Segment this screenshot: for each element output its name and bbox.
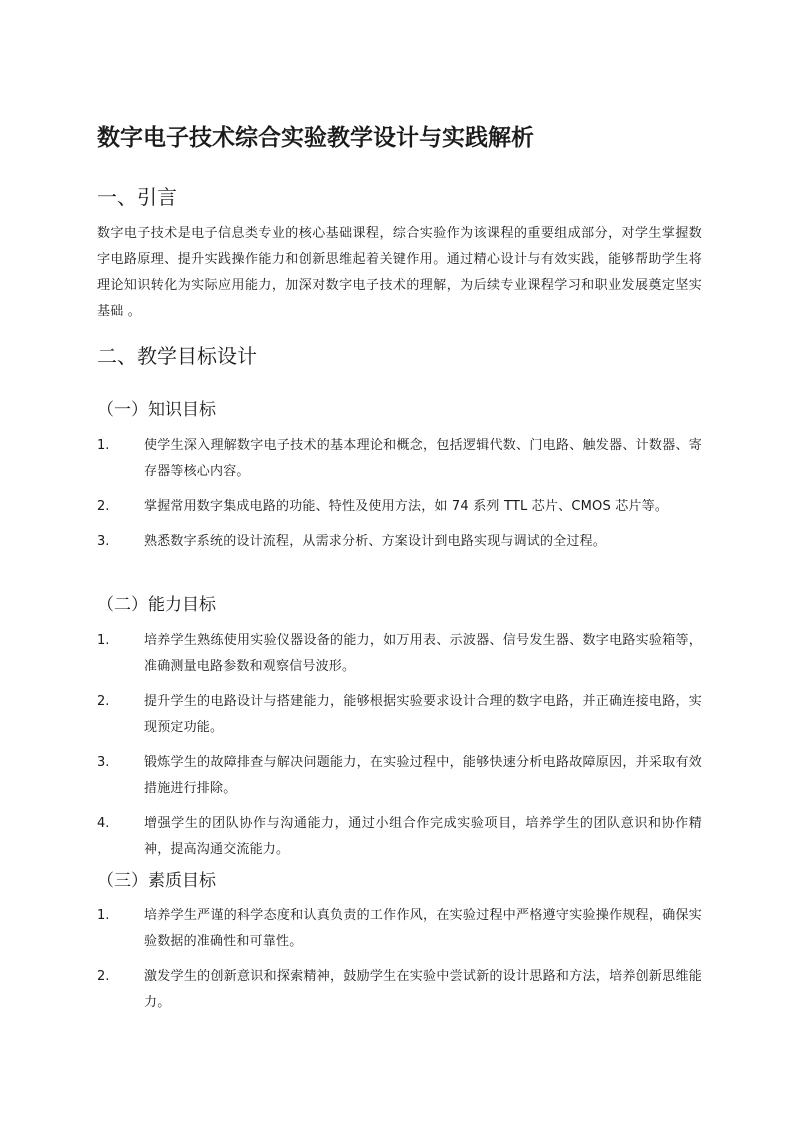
list-item-text: 培养学生严谨的科学态度和认真负责的工作作风，在实验过程中严格遵守实验操作规程，确保实验数据的准确性和可靠性。 — [144, 908, 702, 949]
knowledge-objectives-list — [97, 433, 702, 564]
section-heading-teaching-objectives: 二、教学目标设计 — [97, 344, 257, 368]
list-item-number: 2. — [97, 694, 110, 709]
list-item-number: 1. — [97, 438, 110, 453]
list-item-number: 1. — [97, 633, 110, 648]
list-item — [97, 811, 702, 863]
list-item — [97, 494, 702, 520]
list-item-text: 激发学生的创新意识和探索精神，鼓励学生在实验中尝试新的设计思路和方法，培养创新思维能力。 — [144, 969, 702, 1010]
list-item — [97, 689, 702, 741]
list-item-text: 培养学生熟练使用实验仪器设备的能力，如万用表、示波器、信号发生器、数字电路实验箱等，准确测量电路参数和观察信号波形。 — [144, 633, 702, 674]
list-item-number: 2. — [97, 969, 110, 984]
subsection-heading-ability: （二）能力目标 — [97, 595, 216, 615]
quality-objectives-list — [97, 903, 702, 1025]
list-item-number: 2. — [97, 499, 110, 514]
list-item — [97, 433, 702, 485]
section-heading-introduction: 一、引言 — [97, 185, 177, 209]
ability-objectives-list — [97, 628, 702, 872]
list-item — [97, 964, 702, 1016]
list-item-text: 掌握常用数字集成电路的功能、特性及使用方法，如 74 系列 TTL 芯片、CMOS 芯片等。 — [144, 499, 669, 514]
list-item-text: 提升学生的电路设计与搭建能力，能够根据实验要求设计合理的数字电路，并正确连接电路，实现预定功能。 — [144, 694, 702, 735]
list-item-number: 1. — [97, 908, 110, 923]
document-title: 数字电子技术综合实验教学设计与实践解析 — [97, 125, 534, 151]
list-item-number: 3. — [97, 755, 110, 770]
subsection-heading-quality: （三）素质目标 — [97, 871, 216, 891]
list-item-text: 使学生深入理解数字电子技术的基本理论和概念，包括逻辑代数、门电路、触发器、计数器、寄存器等核心内容。 — [144, 438, 702, 479]
list-item — [97, 903, 702, 955]
list-item — [97, 529, 702, 555]
list-item — [97, 628, 702, 680]
list-item — [97, 750, 702, 802]
list-item-text: 增强学生的团队协作与沟通能力，通过小组合作完成实验项目，培养学生的团队意识和协作精神，提高沟通交流能力。 — [144, 816, 702, 857]
subsection-heading-knowledge: （一）知识目标 — [97, 400, 216, 420]
list-item-text: 锻炼学生的故障排查与解决问题能力，在实验过程中，能够快速分析电路故障原因，并采取有效措施进行排除。 — [144, 755, 702, 796]
list-item-text: 熟悉数字系统的设计流程，从需求分析、方案设计到电路实现与调试的全过程。 — [144, 534, 607, 549]
introduction-paragraph: 数字电子技术是电子信息类专业的核心基础课程，综合实验作为该课程的重要组成部分，对学生掌握数字电路原理、提升实践操作能力和创新思维起着关键作用。通过精心设计与有效实践，能够帮助学生将理论知识转化为实际应用能力，加深对数字电子技术的理解，为后续专业课程学习和职业发展奠定坚实基础 。 — [97, 226, 702, 319]
list-item-number: 4. — [97, 816, 110, 831]
list-item-number: 3. — [97, 534, 110, 549]
